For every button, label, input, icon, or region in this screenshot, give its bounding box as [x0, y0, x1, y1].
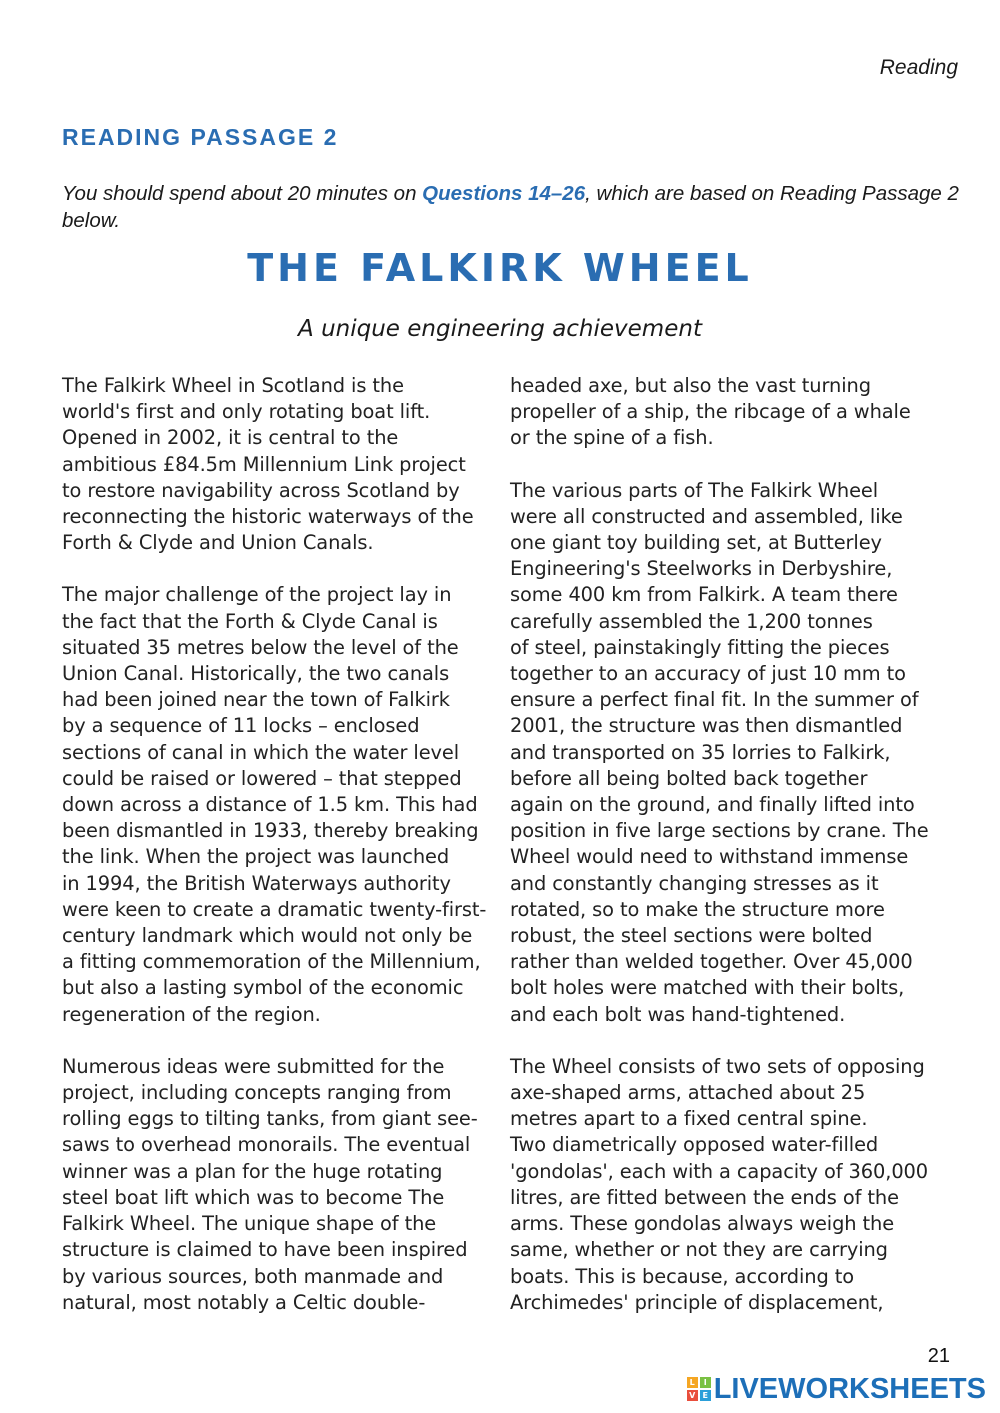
article-subtitle: A unique engineering achievement: [298, 316, 702, 342]
liveworksheets-logo-icon: [687, 1377, 711, 1401]
paragraph: The various parts of The Falkirk Wheel were all constructed and assembled, like one giant toy building set, at Butterley Engineering's Steelworks in Derbyshire, some 400 km from Falkirk. A team there carefully assembled the 1,200 tonnes of steel, painstakingly fitting the pieces together to an accuracy of just 10 mm to ensure a perfect final fit. In the summer of 2001, the structure was then dismantled and transported on 35 lorries to Falkirk, before all being bolted back together again on the ground, and finally lifted into position in five large sections by crane. The Wheel would need to withstand immense and constantly changing stresses as it rotated, so to make the structure more robust, the steel sections were bolted rather than welded together. Over 45,000 bolt holes were matched with their bolts, and each bolt was hand-tightened.: [510, 478, 929, 1026]
questions-reference: Questions 14–26: [422, 182, 586, 205]
liveworksheets-brand: [687, 1373, 986, 1405]
paragraph: The major challenge of the project lay in the fact that the Forth & Clyde Canal is situated 35 metres below the level of the Union Canal. Historically, the two canals had been joined near the town of Falkirk by a sequence of 11 locks – enclosed sections of canal in which the water level could be raised or lowered – that stepped down across a distance of 1.5 km. This had been dismantled in 1933, thereby breaking the link. When the project was launched in 1994, the British Waterways authority were keen to create a dramatic twenty-first- century landmark which would not only be a fitting commemoration of the Millennium, but also a lasting symbol of the economic regeneration of the region.: [62, 583, 487, 1026]
instructions-text-before: You should spend about 20 minutes on: [62, 182, 423, 205]
paragraph: headed axe, but also the vast turning propeller of a ship, the ribcage of a whale or the spine of a fish.: [510, 374, 911, 450]
article-title: THE FALKIRK WHEEL: [247, 246, 753, 290]
paragraph: Numerous ideas were submitted for the project, including concepts ranging from rolling eggs to tilting tanks, from giant see- saws to overhead monorails. The eventual winner was a plan for the huge rotating steel boat lift which was to become The Falkirk Wheel. The unique shape of the structure is claimed to have been inspired by various sources, both manmade and natural, most notably a Celtic double-: [62, 1054, 478, 1314]
page-number: 21: [927, 1345, 950, 1367]
brand-text: LIVEWORKSHEETS: [713, 1372, 986, 1405]
logo-tile: V: [687, 1390, 698, 1401]
right-column: [510, 373, 960, 1342]
paragraph: The Wheel consists of two sets of opposing axe-shaped arms, attached about 25 metres apart to a fixed central spine. Two diametrically opposed water-filled 'gondolas', each with a capacity of 360,000 litres, are fitted between the ends of the arms. These gondolas always weigh the same, whether or not they are carrying boats. This is because, according to Archimedes' principle of displacement,: [510, 1054, 929, 1314]
section-label: Reading: [879, 56, 958, 79]
passage-heading: READING PASSAGE 2: [62, 124, 339, 150]
logo-tile: L: [687, 1377, 698, 1388]
instructions: [62, 180, 962, 234]
logo-tile: E: [700, 1390, 711, 1401]
left-column: [62, 373, 502, 1342]
instructions-text-after: , which are based on Reading Passage 2 below.: [62, 182, 959, 232]
paragraph: The Falkirk Wheel in Scotland is the world's first and only rotating boat lift. Opened in 2002, it is central to the ambitious £84.5m Millennium Link project to restore navigability across Scotland by reconnecting the historic waterways of the Forth & Clyde and Union Canals.: [62, 374, 474, 555]
logo-tile: I: [700, 1377, 711, 1388]
